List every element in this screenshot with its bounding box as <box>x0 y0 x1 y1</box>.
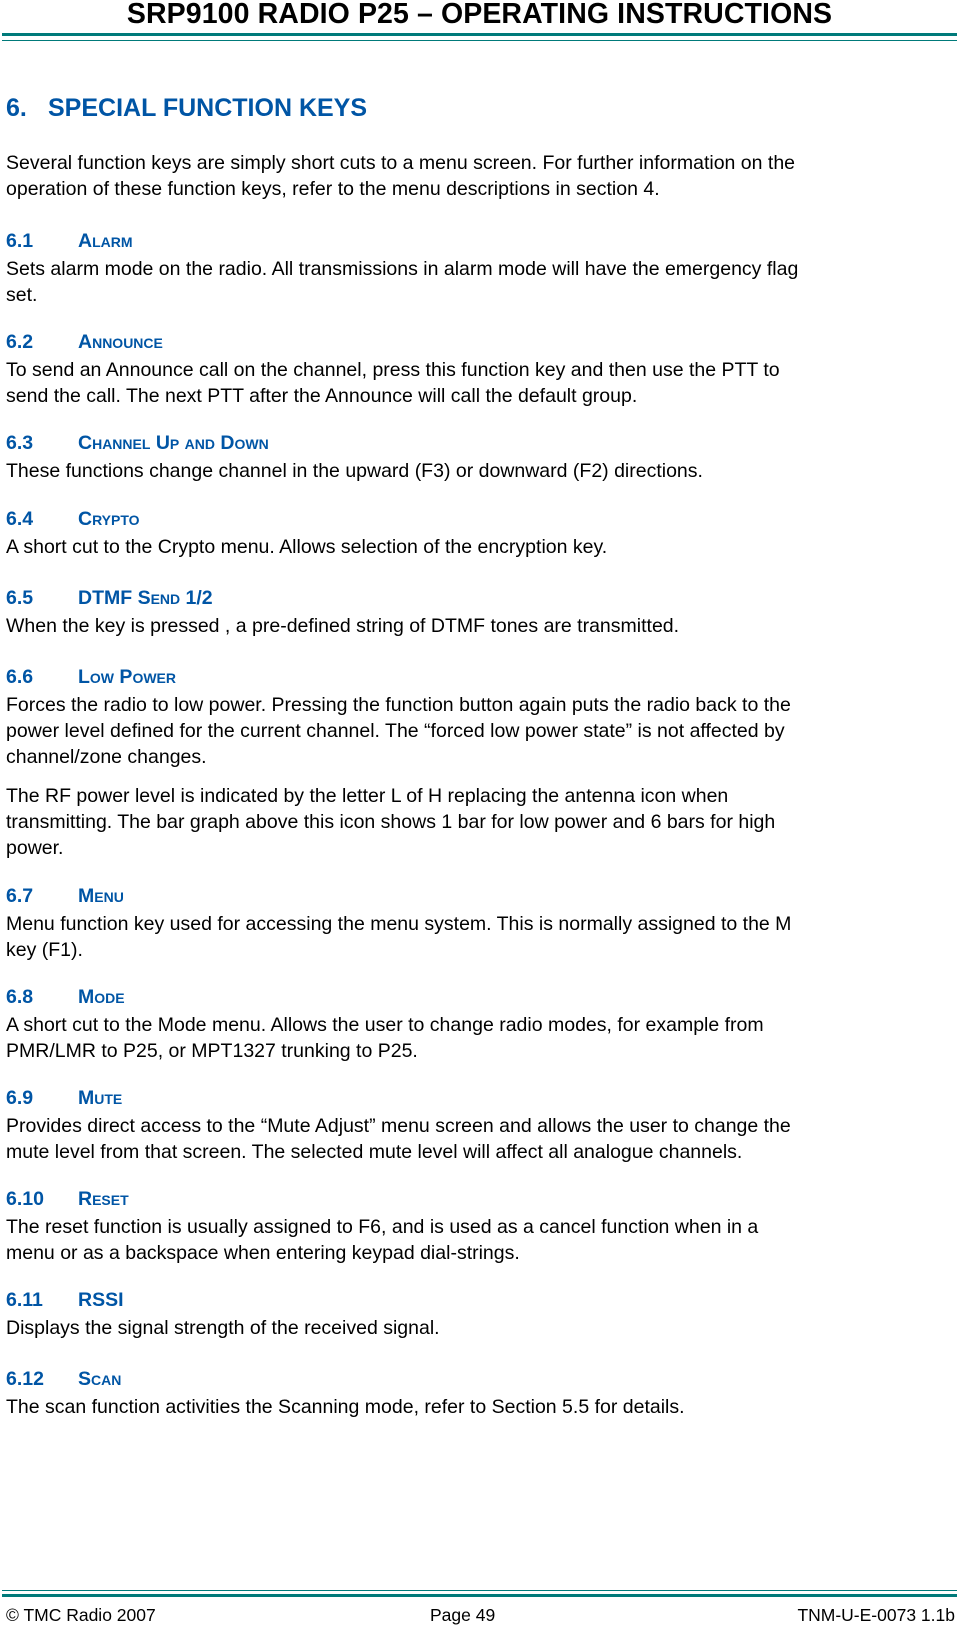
paragraph-line: mute level from that screen. The selected mute level will affect all analogue channels. <box>6 1141 743 1163</box>
header-rule-thin <box>2 40 957 41</box>
paragraph-line: PMR/LMR to P25, or MPT1327 trunking to P25. <box>6 1040 418 1062</box>
paragraph-line: The scan function activities the Scanning mode, refer to Section 5.5 for details. <box>6 1396 685 1418</box>
paragraph-line: To send an Announce call on the channel, press this function key and then use the PTT to <box>6 359 780 381</box>
paragraph-line: transmitting. The bar graph above this icon shows 1 bar for low power and 6 bars for high <box>6 811 776 833</box>
paragraph-line: key (F1). <box>6 939 83 961</box>
paragraph-line: Displays the signal strength of the received signal. <box>6 1317 440 1339</box>
paragraph-line: channel/zone changes. <box>6 746 207 768</box>
paragraph-line: The reset function is usually assigned to F6, and is used as a cancel function when in a <box>6 1216 759 1238</box>
paragraph-line: send the call. The next PTT after the Announce will call the default group. <box>6 385 638 407</box>
paragraph-line: A short cut to the Crypto menu. Allows selection of the encryption key. <box>6 536 608 558</box>
paragraph-line: Sets alarm mode on the radio. All transmissions in alarm mode will have the emergency flag <box>6 258 799 280</box>
paragraph-line: A short cut to the Mode menu. Allows the user to change radio modes, for example from <box>6 1014 764 1036</box>
paragraph-line: set. <box>6 284 38 306</box>
footer-page-number: Page 49 <box>430 1605 496 1625</box>
paragraph-line: Menu function key used for accessing the menu system. This is normally assigned to the M <box>6 913 792 935</box>
footer-document-id: TNM-U-E-0073 1.1b <box>797 1605 955 1625</box>
paragraph-line: power level defined for the current channel. The “forced low power state” is not affected by <box>6 720 785 742</box>
paragraph-line: menu or as a backspace when entering keypad dial-strings. <box>6 1242 520 1264</box>
paragraph-line: The RF power level is indicated by the letter L of H replacing the antenna icon when <box>6 785 729 807</box>
intro-line: operation of these function keys, refer to the menu descriptions in section 4. <box>6 178 660 200</box>
paragraph-line: When the key is pressed , a pre-defined string of DTMF tones are transmitted. <box>6 615 680 637</box>
section-number: 6. <box>6 94 27 122</box>
footer-copyright: © TMC Radio 2007 <box>6 1605 156 1625</box>
footer-rule-thin <box>2 1590 957 1591</box>
footer-rule-thick <box>2 1594 957 1597</box>
paragraph-line: These functions change channel in the upward (F3) or downward (F2) directions. <box>6 460 703 482</box>
paragraph-line: power. <box>6 837 64 859</box>
header-rule-thick <box>2 33 957 36</box>
paragraph-line: Provides direct access to the “Mute Adjust” menu screen and allows the user to change the <box>6 1115 791 1137</box>
intro-line: Several function keys are simply short cuts to a menu screen. For further information on the <box>6 152 796 174</box>
page-header-title: SRP9100 RADIO P25 – OPERATING INSTRUCTIONS <box>126 0 833 30</box>
section-title: SPECIAL FUNCTION KEYS <box>48 94 368 122</box>
paragraph-line: Forces the radio to low power. Pressing the function button again puts the radio back to the <box>6 694 791 716</box>
section-heading <box>6 93 367 123</box>
